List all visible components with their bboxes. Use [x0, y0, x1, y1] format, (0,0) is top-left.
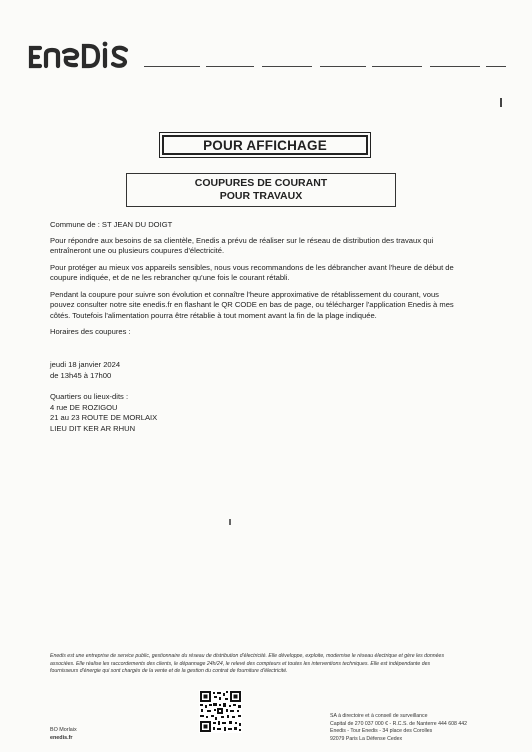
header-rule-5	[372, 66, 422, 67]
affichage-title: POUR AFFICHAGE	[162, 135, 368, 155]
legal-notice	[50, 653, 495, 676]
header-rule-4	[320, 66, 366, 67]
commune-line: Commune de : ST JEAN DU DOIGT	[50, 220, 173, 229]
company-info-line: SA à directoire et à conseil de surveillance	[330, 713, 428, 719]
paragraph-1-line-1: Pour répondre aux besoins de sa clientèle, Enedis a prévu de réaliser sur le réseau de distribution des travaux qui	[50, 236, 434, 245]
address-list	[50, 403, 490, 434]
address-item: 21 au 23 ROUTE DE MORLAIX	[50, 413, 158, 423]
legal-line-3: fournisseurs d'énergie qui sont chargés de la vente et de la gestion du contrat de fourniture d'électricité.	[50, 668, 288, 675]
coupure-time: de 13h45 à 17h00	[50, 371, 112, 380]
address-item: 4 rue DE ROZIGOU	[50, 403, 118, 412]
paragraph-1	[50, 236, 490, 257]
affichage-box	[159, 132, 371, 158]
header-rule-7	[486, 66, 506, 67]
quartiers-label: Quartiers ou lieux-dits :	[50, 392, 129, 401]
header-rule-2	[206, 66, 254, 67]
paragraph-3-line-1: Pendant la coupure pour suivre son évolution et connaître l'heure approximative de rétablissement du courant, vous	[50, 290, 439, 299]
paragraph-1-line-2: entraîneront une ou plusieurs coupures d'électricité.	[50, 246, 225, 256]
company-info-line: Enedis - Tour Enedis - 34 place des Corolles	[330, 728, 433, 734]
company-info-line: Capital de 270 037 000 € - R.C.S. de Nanterre 444 608 442	[330, 720, 467, 727]
enedis-logo	[26, 40, 138, 72]
qr-code[interactable]	[199, 690, 242, 733]
footer-left	[50, 727, 77, 742]
enedis-logo-mark	[26, 40, 138, 72]
company-info-line: 92079 Paris La Défense Cedex	[330, 735, 403, 742]
paragraph-2-line-2: coupure indiquée, et de ne les rebrancher qu'une fois le courant rétabli.	[50, 273, 290, 283]
paragraph-3-line-3: côtés. Toutefois l'alimentation pourra être rétablie à tout moment avant la fin de la plage indiquée.	[50, 310, 377, 320]
address-item: LIEU DIT KER AR RHUN	[50, 423, 136, 433]
agency-name: BO Morlaix	[50, 727, 77, 733]
legal-line-1: Enedis est une entreprise de service public, gestionnaire du réseau de distribution d'électricité. Elle développe, exploite, modernise le réseau électrique et gère les données	[50, 653, 445, 659]
coupures-title-line2: POUR TRAVAUX	[219, 190, 303, 202]
horaires-label: Horaires des coupures :	[50, 327, 131, 336]
header-rule-6	[430, 66, 480, 67]
coupures-title-line1: COUPURES DE COURANT	[194, 177, 328, 189]
legal-line-2: associées. Elle réalise les raccordements des clients, le dépannage 24h/24, le relevé des compteurs et toutes les interventions techniques. Elle est indépendante des	[50, 660, 431, 667]
paragraph-2-line-1: Pour protéger au mieux vos appareils sensibles, nous vous recommandons de les débrancher avant l'heure de début de	[50, 263, 454, 272]
paragraph-3-line-2: pouvez consulter notre site enedis.fr en flashant le QR CODE en bas de page, ou télécharger l'application Enedis à mes	[50, 300, 454, 310]
paragraph-2	[50, 263, 490, 284]
website-link[interactable]: enedis.fr	[50, 734, 73, 741]
header-rule-3	[262, 66, 312, 67]
header-rule-1	[144, 66, 200, 67]
footer-company-info	[330, 713, 467, 743]
scan-mark	[500, 98, 502, 107]
qr-code-icon	[199, 690, 242, 733]
coupures-box	[126, 173, 396, 207]
coupure-date: jeudi 18 janvier 2024	[50, 360, 121, 369]
paragraph-3	[50, 290, 490, 321]
scan-mark	[229, 519, 231, 525]
